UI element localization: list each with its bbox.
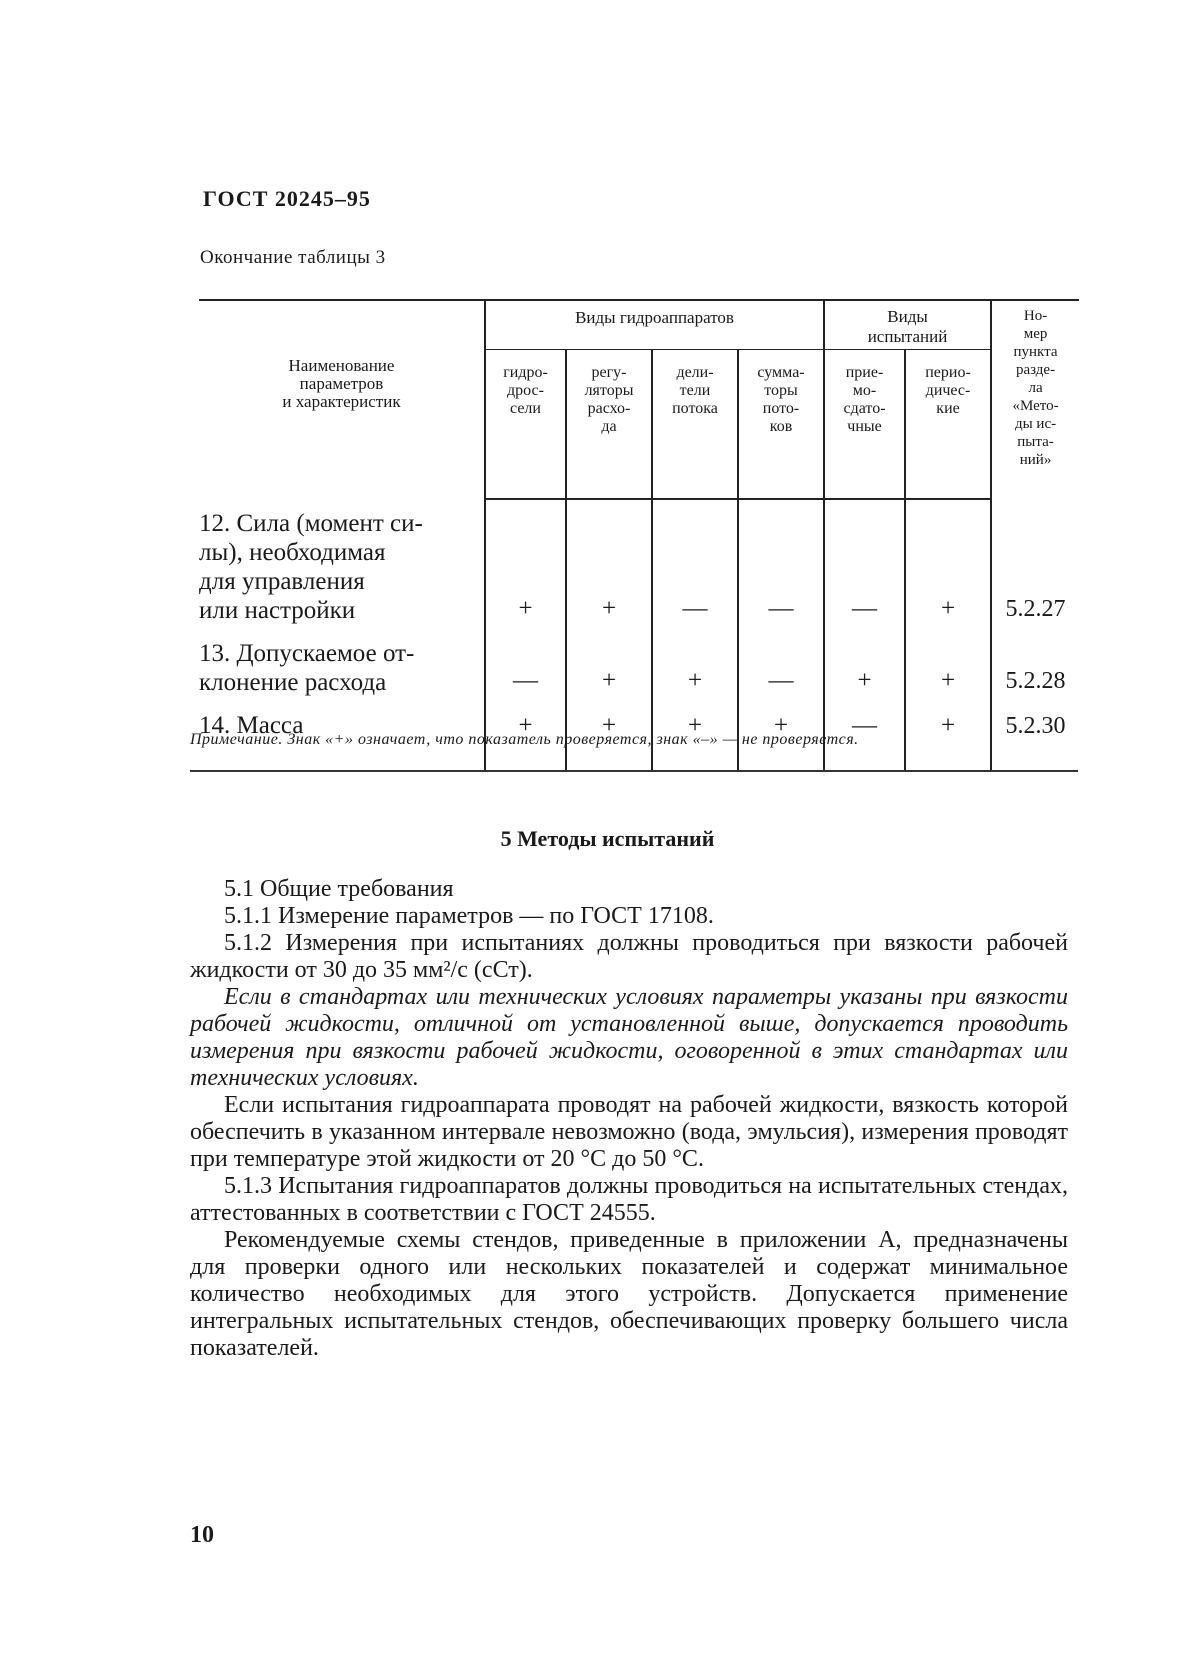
table-row [199,629,1079,701]
table-cell: + [824,629,905,701]
section-ref-header: Но- мер пункта разде- ла «Мето- ды ис- пыта- ний» [991,300,1079,499]
table-row [199,499,1079,629]
row-name: 12. Сила (момент си- лы), необходимая для управления или настройки [199,510,423,624]
tests-group-header: Виды испытаний [824,300,991,350]
section-ref: 5.2.27 [991,499,1079,629]
row-name: 13. Допускаемое от- клонение расхода [199,640,415,696]
paragraph: 5.1 Общие требования [224,876,454,902]
page-number: 10 [190,1522,214,1548]
paragraph: 5.1.1 Измерение параметров — по ГОСТ 17108. [224,903,714,929]
column-header: гидро- дрос- сели [485,350,566,500]
table-cell: — [738,499,824,629]
param-column-header: Наименование параметров и характеристик [199,300,485,499]
divider [190,770,1078,772]
table-cell: — [652,499,738,629]
table-note: Примечание. Знак «+» означает, что показатель проверяется, знак «–» — не проверяется. [190,731,859,748]
table-cell: + [905,629,991,701]
table-cell: — [738,629,824,701]
column-header: прие- мо- сдато- чные [824,350,905,500]
column-header: сумма- торы пото- ков [738,350,824,500]
table-cell: + [905,701,991,770]
table-cell: + [566,701,652,770]
paragraph: 5.1.3 Испытания гидроаппаратов должны проводиться на испытательных стендах, аттестованных в соответствии с ГОСТ 24555. [190,1173,1068,1226]
section-title [0,826,1185,852]
table-cell: + [738,701,824,770]
table-cell: + [485,701,566,770]
column-header: регу- ляторы расхо- да [566,350,652,500]
section-ref: 5.2.30 [991,701,1079,770]
column-header: перио- дичес- кие [905,350,991,500]
paragraph: Если в стандартах или технических условиях параметры указаны при вязкости рабочей жидкости, отличной от установленной выше, допускается проводить измерения при вязкости рабочей жидкости, оговоренной в этих стандартах или технических условиях. [190,984,1068,1091]
parameters-table [199,299,1079,770]
row-name: 14. Масса [199,712,304,739]
document-code: ГОСТ 20245–95 [203,186,371,211]
section-title-text: 5 Методы испытаний [500,826,715,851]
table-cell: — [824,701,905,770]
section-ref: 5.2.28 [991,629,1079,701]
table-cell: + [485,499,566,629]
table-cell: + [652,701,738,770]
table-cell: — [485,629,566,701]
paragraph: Если испытания гидроаппарата проводят на рабочей жидкости, вязкость которой обеспечить в указанном интервале невозможно (вода, эмульсия), измерения проводят при температуре этой жидкости от 20 °С до 50 °С. [190,1092,1068,1172]
apparatus-group-header: Виды гидроаппаратов [485,300,824,350]
table-cell: + [905,499,991,629]
column-header: дели- тели потока [652,350,738,500]
paragraph: 5.1.2 Измерения при испытаниях должны проводиться при вязкости рабочей жидкости от 30 до 35 мм²/с (сСт). [190,930,1068,983]
table-cell: + [566,629,652,701]
table-cell: + [566,499,652,629]
table-cell: + [652,629,738,701]
section-body [190,876,1068,1362]
table-caption: Окончание таблицы 3 [200,247,386,268]
table-cell: — [824,499,905,629]
paragraph: Рекомендуемые схемы стендов, приведенные в приложении А, предназначены для проверки одного или нескольких показателей и содержат минимальное количество необходимых для этого устройств. Допускается применение интегральных испытательных стендов, обеспечивающих проверку большего числа показателей. [190,1227,1068,1361]
